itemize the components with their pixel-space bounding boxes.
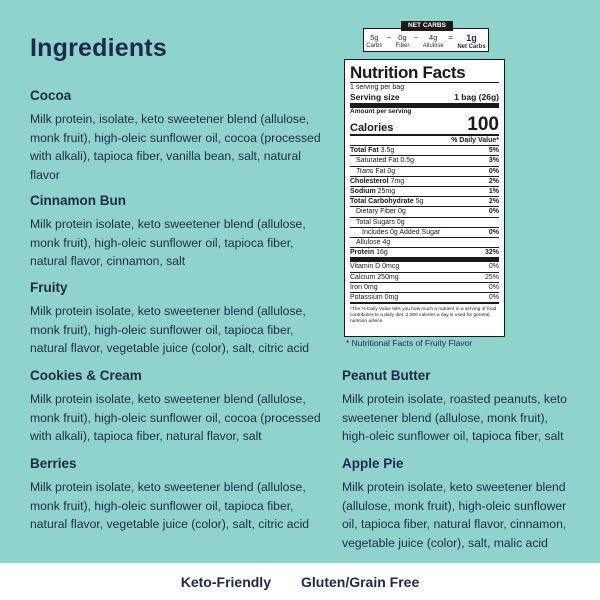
nutrient-row: Allulose 4g <box>350 237 499 247</box>
allulose-label: Allulose <box>422 43 444 49</box>
nutrient-row: Cholesterol 7mg 2% <box>350 177 499 185</box>
flavor-name: Apple Pie <box>342 456 404 471</box>
fiber-value: 0g <box>398 33 407 42</box>
nutrient-row: Total Carbohydrate 5g 2% <box>350 198 499 206</box>
nutrient-row: Saturated Fat 0.5g 3% <box>350 155 499 165</box>
gluten-free-badge: Gluten/Grain Free <box>300 573 420 590</box>
flavor-berries <box>30 456 330 534</box>
calories-value: 100 <box>467 114 499 135</box>
net-carbs-box <box>363 22 489 52</box>
equals-sign: = <box>448 33 453 42</box>
net-carbs-tag: NET CARBS <box>401 21 453 31</box>
nutrition-facts-label <box>344 59 505 337</box>
nutrient-row: Trans Fat 0g 0% <box>350 166 499 176</box>
nutrient-row: Calcium 250mg 25% <box>350 273 499 281</box>
nutrition-note: * Nutritional Facts of Fruity Flavor <box>346 338 473 348</box>
calories-label: Calories <box>350 122 394 134</box>
flavor-ingredients: Milk protein isolate, keto sweetener blend (allulose, monk fruit), high-oleic sunflower oil, tapioca fiber, natural flavor, cinnamon, salt <box>30 217 306 268</box>
serving-size-label: Serving size <box>350 92 400 102</box>
net-carbs-label: Net Carbs <box>457 44 486 50</box>
flavor-ingredients: Milk protein isolate, keto sweetener blend (allulose, monk fruit), high-oleic sunflower oil, tapioca fiber, natural flavor, cinnamon, vegetable juice (color), salt, malic acid <box>342 480 567 550</box>
net-carbs-value: 1g <box>466 33 477 43</box>
nutrient-row: Dietary Fiber 0g 0% <box>350 206 499 216</box>
nutrition-footnote: *The % Daily Value tells you how much a nutrient in a serving of food contributes to a daily diet. 2,000 calories a day is used for general nutrition advice. <box>350 307 497 325</box>
nutrient-row: Potassium 0mg 0% <box>350 294 499 302</box>
flavor-fruity <box>30 280 330 358</box>
daily-value-header: % Daily Value* <box>451 137 499 144</box>
serving-size-value: 1 bag (26g) <box>454 92 499 102</box>
fiber-label: Fiber <box>395 43 410 49</box>
flavor-name: Cookies & Cream <box>30 368 142 383</box>
nutrient-row: Sodium 25mg 1% <box>350 188 499 196</box>
flavor-ingredients: Milk protein isolate, keto sweetener blend (allulose, monk fruit), high-oleic sunflower oil, cocoa (processed with alkali), tapioca fiber, natural flavor, salt <box>30 392 321 443</box>
nutrition-title: Nutrition Facts <box>350 63 466 82</box>
flavor-name: Berries <box>30 456 77 471</box>
carbs-value: 5g <box>370 33 379 42</box>
carbs-label: Carbs <box>366 43 383 49</box>
allulose-value: 4g <box>429 33 438 42</box>
nutrient-row: Protein 16g 32% <box>350 249 499 257</box>
nutrient-row: Includes 0g Added Sugar 0% <box>350 227 499 237</box>
minus-sign: – <box>413 33 419 42</box>
nutrient-row: Total Fat 3.5g 5% <box>350 147 499 155</box>
flavor-name: Cocoa <box>30 88 72 103</box>
amount-per-serving: Amount per serving <box>350 108 412 115</box>
flavor-ingredients: Milk protein isolate, keto sweetener blend (allulose, monk fruit), high-oleic sunflower oil, tapioca fiber, natural flavor, vegetable juice (color), salt, citric acid <box>30 304 310 355</box>
page-title: Ingredients <box>30 34 167 62</box>
serving-size-row <box>350 92 499 102</box>
flavor-cocoa <box>30 88 330 184</box>
flavor-name: Fruity <box>30 280 68 295</box>
nutrient-row: Total Sugars 0g <box>350 217 499 227</box>
nutrient-row: Vitamin D 0mcg 0% <box>350 263 499 271</box>
nutrient-row: Iron 0mg 0% <box>350 283 499 291</box>
footer-badges <box>0 563 600 600</box>
flavor-name: Peanut Butter <box>342 368 431 383</box>
flavor-name: Cinnamon Bun <box>30 193 126 208</box>
flavor-ingredients: Milk protein, isolate, keto sweetener blend (allulose, monk fruit), high-oleic sunflower oil, cocoa (processed with alkali), tapioca fiber, vanilla bean, salt, natural flavor <box>30 112 321 182</box>
flavor-ingredients: Milk protein isolate, keto sweetener blend (allulose, monk fruit), high-oleic sunflower oil, tapioca fiber, natural flavor, vegetable juice (color), salt, citric acid <box>30 480 310 531</box>
flavor-ingredients: Milk protein isolate, roasted peanuts, keto sweetener blend (allulose, monk fruit), high-oleic sunflower oil, tapioca fiber, salt <box>342 392 567 443</box>
flavor-apple-pie <box>342 456 574 552</box>
servings-per-container: 1 serving per bag <box>350 84 405 91</box>
flavor-peanut-butter <box>342 368 574 446</box>
flavor-cookies-cream <box>30 368 330 446</box>
flavor-cinnamon-bun <box>30 193 330 271</box>
minus-sign: – <box>386 33 392 42</box>
calories-row <box>350 116 499 134</box>
keto-friendly-badge: Keto-Friendly <box>180 573 271 590</box>
